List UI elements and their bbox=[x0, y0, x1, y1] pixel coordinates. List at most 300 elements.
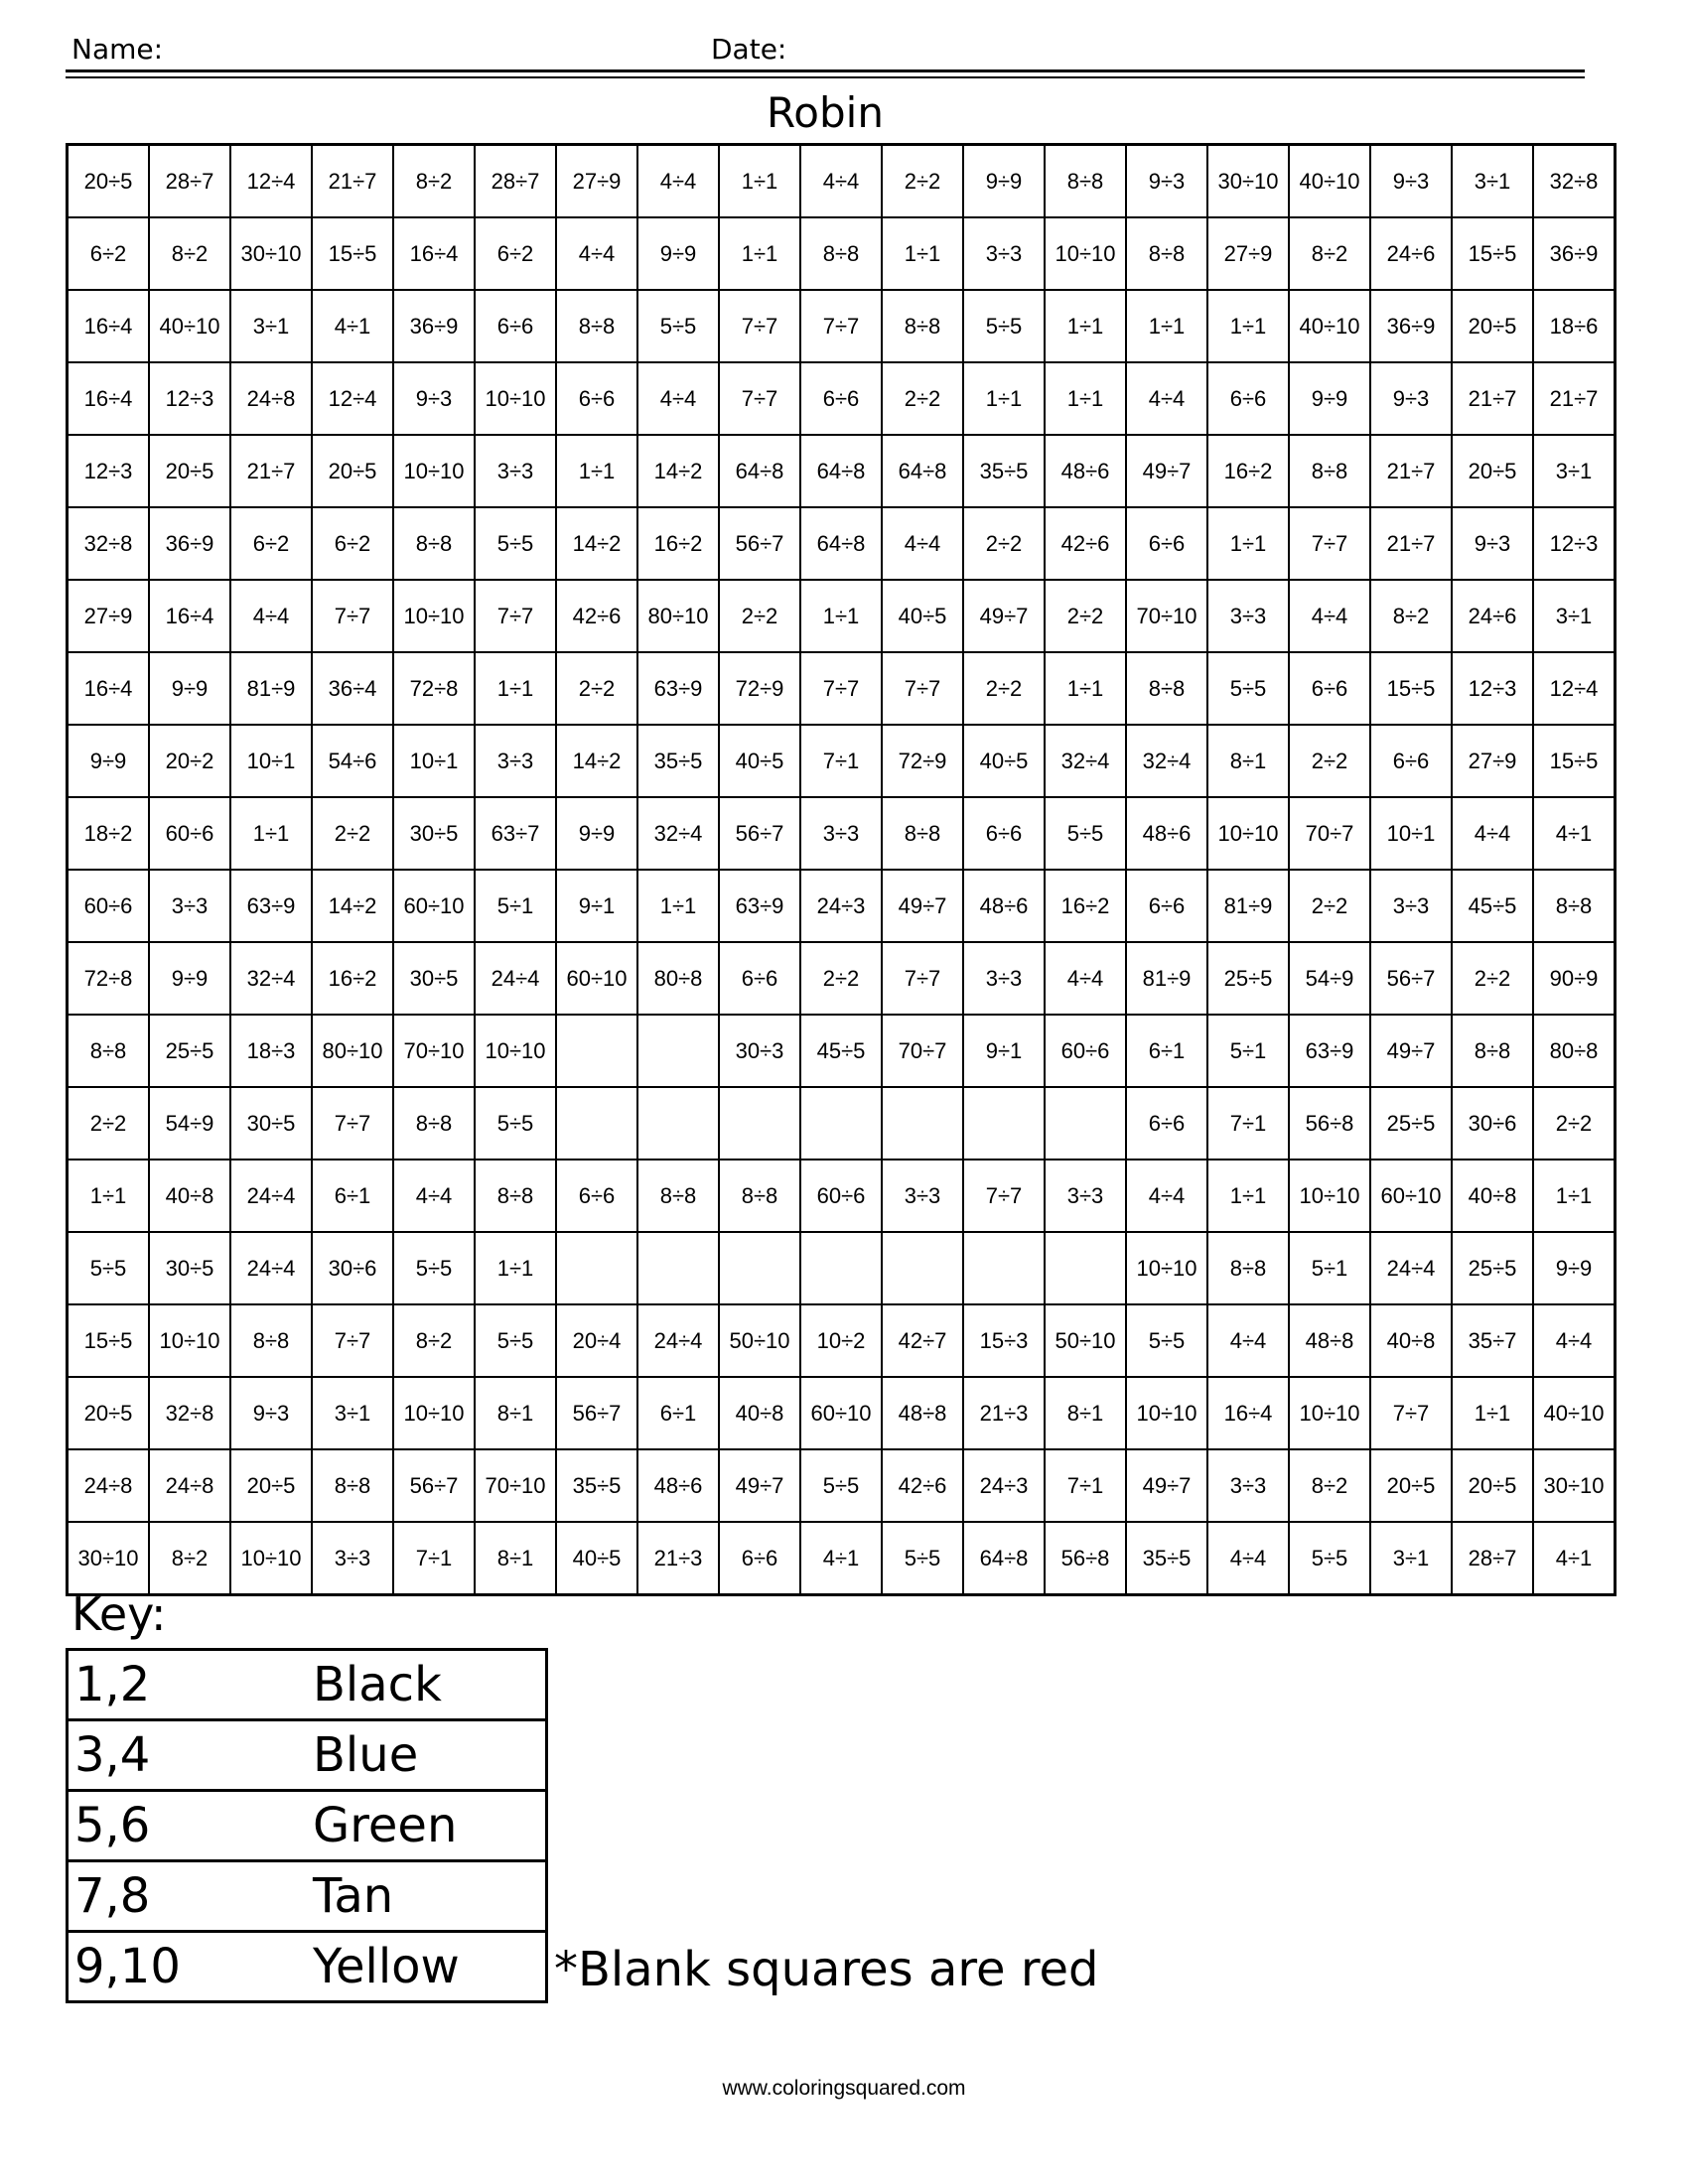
grid-cell: 4÷4 bbox=[230, 580, 312, 652]
grid-row bbox=[68, 145, 1616, 218]
grid-cell: 30÷5 bbox=[393, 942, 475, 1015]
grid-cell: 45÷5 bbox=[1452, 870, 1533, 942]
grid-cell: 30÷10 bbox=[230, 217, 312, 290]
grid-cell: 15÷5 bbox=[1533, 725, 1616, 797]
grid-cell: 25÷5 bbox=[1452, 1232, 1533, 1304]
grid-cell: 3÷3 bbox=[475, 725, 556, 797]
grid-cell: 20÷5 bbox=[149, 435, 230, 507]
grid-cell: 1÷1 bbox=[475, 652, 556, 725]
grid-cell: 24÷3 bbox=[800, 870, 882, 942]
grid-cell: 8÷8 bbox=[312, 1449, 393, 1522]
grid-cell: 16÷2 bbox=[312, 942, 393, 1015]
grid-row bbox=[68, 942, 1616, 1015]
grid-cell: 14÷2 bbox=[637, 435, 719, 507]
grid-cell: 10÷10 bbox=[1207, 797, 1289, 870]
grid-cell: 21÷3 bbox=[963, 1377, 1045, 1449]
grid-cell: 90÷9 bbox=[1533, 942, 1616, 1015]
key-color-name: Tan bbox=[313, 1861, 547, 1932]
grid-cell: 2÷2 bbox=[719, 580, 800, 652]
grid-cell: 2÷2 bbox=[800, 942, 882, 1015]
grid-cell: 16÷2 bbox=[1207, 435, 1289, 507]
grid-cell: 15÷3 bbox=[963, 1304, 1045, 1377]
grid-cell: 60÷6 bbox=[1045, 1015, 1126, 1087]
grid-cell: 36÷4 bbox=[312, 652, 393, 725]
grid-cell: 8÷2 bbox=[1370, 580, 1452, 652]
grid-cell: 4÷4 bbox=[637, 362, 719, 435]
key-color-name: Black bbox=[313, 1650, 547, 1720]
grid-cell: 20÷5 bbox=[68, 1377, 150, 1449]
grid-row bbox=[68, 652, 1616, 725]
grid-cell: 9÷9 bbox=[556, 797, 637, 870]
grid-cell: 40÷5 bbox=[963, 725, 1045, 797]
grid-cell: 32÷4 bbox=[1126, 725, 1207, 797]
grid-cell: 8÷8 bbox=[393, 1087, 475, 1160]
grid-cell: 3÷1 bbox=[1533, 435, 1616, 507]
grid-cell: 9÷3 bbox=[1370, 362, 1452, 435]
grid-cell: 4÷4 bbox=[556, 217, 637, 290]
grid-cell bbox=[556, 1015, 637, 1087]
grid-cell: 7÷7 bbox=[312, 1087, 393, 1160]
grid-cell: 5÷5 bbox=[882, 1522, 963, 1595]
grid-cell: 6÷6 bbox=[1126, 1087, 1207, 1160]
grid-cell: 7÷7 bbox=[800, 652, 882, 725]
grid-cell: 1÷1 bbox=[1207, 507, 1289, 580]
key-values: 9,10 bbox=[68, 1932, 314, 2002]
grid-cell: 7÷7 bbox=[719, 362, 800, 435]
grid-cell: 32÷8 bbox=[68, 507, 150, 580]
grid-row bbox=[68, 362, 1616, 435]
grid-cell: 15÷5 bbox=[1370, 652, 1452, 725]
grid-cell: 56÷7 bbox=[719, 797, 800, 870]
grid-cell: 8÷8 bbox=[882, 797, 963, 870]
grid-cell: 2÷2 bbox=[882, 362, 963, 435]
grid-cell: 10÷10 bbox=[1126, 1377, 1207, 1449]
grid-cell: 8÷2 bbox=[1289, 1449, 1370, 1522]
grid-cell: 30÷5 bbox=[149, 1232, 230, 1304]
grid-cell: 6÷1 bbox=[637, 1377, 719, 1449]
grid-cell: 4÷1 bbox=[800, 1522, 882, 1595]
grid-cell bbox=[800, 1232, 882, 1304]
grid-cell: 64÷8 bbox=[963, 1522, 1045, 1595]
grid-cell: 1÷1 bbox=[1452, 1377, 1533, 1449]
grid-cell: 8÷2 bbox=[393, 145, 475, 218]
grid-cell bbox=[637, 1015, 719, 1087]
grid-cell: 7÷7 bbox=[882, 942, 963, 1015]
grid-cell: 7÷1 bbox=[1207, 1087, 1289, 1160]
grid-cell: 8÷1 bbox=[475, 1522, 556, 1595]
grid-cell: 56÷7 bbox=[719, 507, 800, 580]
grid-cell: 30÷5 bbox=[230, 1087, 312, 1160]
grid-cell: 10÷10 bbox=[230, 1522, 312, 1595]
grid-cell: 9÷9 bbox=[68, 725, 150, 797]
grid-cell: 4÷4 bbox=[1207, 1304, 1289, 1377]
grid-cell: 42÷6 bbox=[1045, 507, 1126, 580]
grid-cell: 21÷7 bbox=[1533, 362, 1616, 435]
grid-cell: 1÷1 bbox=[68, 1160, 150, 1232]
grid-cell: 1÷1 bbox=[719, 217, 800, 290]
grid-cell: 40÷8 bbox=[149, 1160, 230, 1232]
grid-cell: 4÷4 bbox=[1533, 1304, 1616, 1377]
grid-cell: 6÷6 bbox=[556, 1160, 637, 1232]
grid-cell: 18÷6 bbox=[1533, 290, 1616, 362]
grid-cell: 70÷10 bbox=[1126, 580, 1207, 652]
grid-cell: 12÷4 bbox=[1533, 652, 1616, 725]
grid-cell: 21÷7 bbox=[230, 435, 312, 507]
grid-cell: 5÷5 bbox=[637, 290, 719, 362]
grid-cell: 10÷10 bbox=[393, 1377, 475, 1449]
grid-cell: 49÷7 bbox=[1126, 435, 1207, 507]
grid-row bbox=[68, 290, 1616, 362]
grid-cell: 60÷6 bbox=[149, 797, 230, 870]
grid-cell: 10÷10 bbox=[393, 435, 475, 507]
grid-cell: 6÷2 bbox=[230, 507, 312, 580]
grid-cell: 16÷4 bbox=[68, 290, 150, 362]
name-label: Name: bbox=[71, 33, 164, 66]
grid-cell: 48÷8 bbox=[1289, 1304, 1370, 1377]
key-row bbox=[68, 1861, 547, 1932]
grid-row bbox=[68, 725, 1616, 797]
grid-cell: 8÷8 bbox=[800, 217, 882, 290]
grid-cell bbox=[637, 1087, 719, 1160]
grid-cell: 40÷10 bbox=[149, 290, 230, 362]
grid-cell: 30÷6 bbox=[1452, 1087, 1533, 1160]
grid-cell: 35÷5 bbox=[963, 435, 1045, 507]
grid-cell: 21÷7 bbox=[1370, 435, 1452, 507]
grid-cell: 8÷8 bbox=[1207, 1232, 1289, 1304]
grid-cell: 56÷7 bbox=[556, 1377, 637, 1449]
grid-cell: 16÷4 bbox=[393, 217, 475, 290]
grid-cell: 35÷5 bbox=[1126, 1522, 1207, 1595]
grid-cell: 8÷2 bbox=[149, 217, 230, 290]
grid-cell: 14÷2 bbox=[556, 725, 637, 797]
grid-cell: 42÷7 bbox=[882, 1304, 963, 1377]
grid-cell bbox=[882, 1087, 963, 1160]
grid-cell: 80÷10 bbox=[312, 1015, 393, 1087]
grid-cell: 5÷5 bbox=[475, 507, 556, 580]
grid-cell: 9÷9 bbox=[963, 145, 1045, 218]
grid-cell: 10÷10 bbox=[1045, 217, 1126, 290]
grid-cell: 10÷1 bbox=[1370, 797, 1452, 870]
grid-cell: 8÷1 bbox=[1207, 725, 1289, 797]
grid-cell: 2÷2 bbox=[312, 797, 393, 870]
grid-cell: 18÷3 bbox=[230, 1015, 312, 1087]
grid-cell: 40÷10 bbox=[1289, 145, 1370, 218]
key-values: 7,8 bbox=[68, 1861, 314, 1932]
grid-cell: 32÷4 bbox=[1045, 725, 1126, 797]
grid-cell: 45÷5 bbox=[800, 1015, 882, 1087]
grid-cell: 6÷6 bbox=[1126, 507, 1207, 580]
grid-cell: 40÷8 bbox=[719, 1377, 800, 1449]
grid-cell: 12÷4 bbox=[230, 145, 312, 218]
grid-cell: 42÷6 bbox=[556, 580, 637, 652]
grid-cell: 80÷10 bbox=[637, 580, 719, 652]
grid-cell: 5÷5 bbox=[68, 1232, 150, 1304]
grid-cell: 1÷1 bbox=[1045, 652, 1126, 725]
grid-cell: 3÷3 bbox=[800, 797, 882, 870]
grid-cell: 5÷5 bbox=[1207, 652, 1289, 725]
grid-cell: 8÷2 bbox=[149, 1522, 230, 1595]
grid-cell: 48÷8 bbox=[882, 1377, 963, 1449]
grid-cell: 24÷4 bbox=[1370, 1232, 1452, 1304]
grid-cell: 40÷5 bbox=[882, 580, 963, 652]
grid-cell: 48÷6 bbox=[637, 1449, 719, 1522]
grid-cell: 5÷1 bbox=[1207, 1015, 1289, 1087]
grid-cell: 54÷9 bbox=[1289, 942, 1370, 1015]
grid-cell: 27÷9 bbox=[1452, 725, 1533, 797]
grid-cell: 4÷1 bbox=[312, 290, 393, 362]
grid-cell: 72÷9 bbox=[882, 725, 963, 797]
grid-cell: 8÷8 bbox=[719, 1160, 800, 1232]
grid-cell: 56÷8 bbox=[1289, 1087, 1370, 1160]
grid-cell: 2÷2 bbox=[1452, 942, 1533, 1015]
grid-cell: 1÷1 bbox=[1533, 1160, 1616, 1232]
key-values: 5,6 bbox=[68, 1791, 314, 1861]
grid-cell: 6÷2 bbox=[312, 507, 393, 580]
grid-cell: 3÷1 bbox=[1370, 1522, 1452, 1595]
header-rule-thick bbox=[66, 69, 1585, 72]
grid-row bbox=[68, 797, 1616, 870]
grid-cell: 60÷10 bbox=[556, 942, 637, 1015]
grid-cell: 20÷4 bbox=[556, 1304, 637, 1377]
grid-cell: 36÷9 bbox=[1370, 290, 1452, 362]
grid-cell: 9÷3 bbox=[230, 1377, 312, 1449]
grid-cell: 14÷2 bbox=[556, 507, 637, 580]
grid-cell: 20÷5 bbox=[68, 145, 150, 218]
grid-cell bbox=[1045, 1232, 1126, 1304]
grid-cell: 8÷1 bbox=[1045, 1377, 1126, 1449]
grid-cell: 6÷2 bbox=[475, 217, 556, 290]
grid-cell: 8÷8 bbox=[230, 1304, 312, 1377]
grid-cell: 70÷7 bbox=[882, 1015, 963, 1087]
grid-cell: 48÷6 bbox=[1126, 797, 1207, 870]
grid-cell: 2÷2 bbox=[1289, 725, 1370, 797]
key-row bbox=[68, 1720, 547, 1791]
grid-cell: 28÷7 bbox=[475, 145, 556, 218]
grid-cell: 21÷3 bbox=[637, 1522, 719, 1595]
grid-cell: 1÷1 bbox=[963, 362, 1045, 435]
grid-cell: 8÷8 bbox=[882, 290, 963, 362]
grid-cell: 4÷4 bbox=[1126, 1160, 1207, 1232]
grid-cell: 30÷3 bbox=[719, 1015, 800, 1087]
key-color-name: Green bbox=[313, 1791, 547, 1861]
grid-cell: 6÷1 bbox=[312, 1160, 393, 1232]
grid-cell: 3÷3 bbox=[963, 217, 1045, 290]
grid-cell: 7÷7 bbox=[882, 652, 963, 725]
grid-cell bbox=[1045, 1087, 1126, 1160]
key-values: 1,2 bbox=[68, 1650, 314, 1720]
grid-cell: 14÷2 bbox=[312, 870, 393, 942]
grid-cell: 5÷5 bbox=[1045, 797, 1126, 870]
grid-cell: 6÷6 bbox=[719, 942, 800, 1015]
grid-cell: 3÷3 bbox=[1370, 870, 1452, 942]
grid-cell: 10÷1 bbox=[230, 725, 312, 797]
grid-cell: 36÷9 bbox=[393, 290, 475, 362]
grid-cell: 3÷1 bbox=[1452, 145, 1533, 218]
grid-row bbox=[68, 870, 1616, 942]
grid-cell: 5÷1 bbox=[475, 870, 556, 942]
grid-cell: 64÷8 bbox=[882, 435, 963, 507]
grid-cell: 9÷9 bbox=[1289, 362, 1370, 435]
grid-cell: 36÷9 bbox=[1533, 217, 1616, 290]
grid-cell: 8÷1 bbox=[475, 1377, 556, 1449]
grid-cell: 10÷10 bbox=[1126, 1232, 1207, 1304]
grid-cell: 4÷4 bbox=[1207, 1522, 1289, 1595]
grid-cell: 24÷4 bbox=[230, 1160, 312, 1232]
grid-row bbox=[68, 507, 1616, 580]
grid-cell: 4÷4 bbox=[1126, 362, 1207, 435]
grid-cell: 5÷5 bbox=[475, 1087, 556, 1160]
grid-cell: 8÷8 bbox=[475, 1160, 556, 1232]
grid-cell bbox=[963, 1087, 1045, 1160]
grid-cell: 72÷8 bbox=[68, 942, 150, 1015]
grid-cell: 3÷1 bbox=[230, 290, 312, 362]
grid-row bbox=[68, 580, 1616, 652]
grid-cell: 15÷5 bbox=[68, 1304, 150, 1377]
grid-cell: 9÷9 bbox=[149, 652, 230, 725]
grid-cell: 24÷6 bbox=[1370, 217, 1452, 290]
grid-cell: 64÷8 bbox=[719, 435, 800, 507]
grid-cell: 70÷10 bbox=[475, 1449, 556, 1522]
page-title: Robin bbox=[767, 88, 884, 137]
grid-cell: 3÷3 bbox=[963, 942, 1045, 1015]
grid-cell: 6÷6 bbox=[1126, 870, 1207, 942]
grid-row bbox=[68, 1449, 1616, 1522]
grid-cell: 6÷6 bbox=[475, 290, 556, 362]
grid-cell: 30÷10 bbox=[68, 1522, 150, 1595]
grid-cell: 49÷7 bbox=[1370, 1015, 1452, 1087]
grid-cell: 21÷7 bbox=[312, 145, 393, 218]
grid-cell: 6÷6 bbox=[719, 1522, 800, 1595]
grid-cell: 20÷5 bbox=[1452, 1449, 1533, 1522]
grid-cell: 6÷6 bbox=[556, 362, 637, 435]
grid-cell: 60÷10 bbox=[1370, 1160, 1452, 1232]
grid-cell: 49÷7 bbox=[719, 1449, 800, 1522]
grid-row bbox=[68, 1160, 1616, 1232]
grid-cell: 12÷3 bbox=[149, 362, 230, 435]
grid-cell: 20÷5 bbox=[1370, 1449, 1452, 1522]
grid-cell: 15÷5 bbox=[1452, 217, 1533, 290]
grid-cell: 40÷5 bbox=[556, 1522, 637, 1595]
grid-cell: 1÷1 bbox=[475, 1232, 556, 1304]
grid-cell: 3÷3 bbox=[312, 1522, 393, 1595]
grid-row bbox=[68, 217, 1616, 290]
grid-cell bbox=[882, 1232, 963, 1304]
grid-cell: 70÷7 bbox=[1289, 797, 1370, 870]
grid-cell: 20÷5 bbox=[312, 435, 393, 507]
grid-cell: 35÷7 bbox=[1452, 1304, 1533, 1377]
grid-cell: 2÷2 bbox=[1533, 1087, 1616, 1160]
grid-cell: 1÷1 bbox=[800, 580, 882, 652]
grid-cell: 4÷1 bbox=[1533, 1522, 1616, 1595]
header-rule-thin bbox=[66, 76, 1585, 78]
grid-cell: 24÷6 bbox=[1452, 580, 1533, 652]
grid-cell: 32÷8 bbox=[1533, 145, 1616, 218]
grid-cell: 32÷8 bbox=[149, 1377, 230, 1449]
grid-cell: 63÷9 bbox=[719, 870, 800, 942]
grid-cell: 7÷1 bbox=[393, 1522, 475, 1595]
grid-cell: 16÷4 bbox=[68, 362, 150, 435]
key-color-name: Blue bbox=[313, 1720, 547, 1791]
grid-cell: 8÷8 bbox=[1045, 145, 1126, 218]
grid-cell: 6÷6 bbox=[1370, 725, 1452, 797]
key-color-name: Yellow bbox=[313, 1932, 547, 2002]
grid-cell: 40÷5 bbox=[719, 725, 800, 797]
grid-cell: 2÷2 bbox=[963, 507, 1045, 580]
grid-cell: 49÷7 bbox=[963, 580, 1045, 652]
grid-cell: 32÷4 bbox=[637, 797, 719, 870]
grid-cell: 7÷1 bbox=[1045, 1449, 1126, 1522]
date-label: Date: bbox=[711, 33, 787, 66]
grid-cell: 8÷8 bbox=[1126, 217, 1207, 290]
grid-cell: 10÷10 bbox=[475, 362, 556, 435]
grid-cell: 20÷5 bbox=[1452, 435, 1533, 507]
grid-row bbox=[68, 1304, 1616, 1377]
grid-cell: 63÷7 bbox=[475, 797, 556, 870]
grid-cell: 40÷10 bbox=[1289, 290, 1370, 362]
grid-cell: 6÷6 bbox=[963, 797, 1045, 870]
grid-cell: 5÷5 bbox=[800, 1449, 882, 1522]
grid-cell: 4÷4 bbox=[1289, 580, 1370, 652]
grid-cell: 49÷7 bbox=[1126, 1449, 1207, 1522]
grid-cell: 25÷5 bbox=[1207, 942, 1289, 1015]
grid-cell: 7÷7 bbox=[312, 580, 393, 652]
key-row bbox=[68, 1932, 547, 2002]
grid-cell: 80÷8 bbox=[637, 942, 719, 1015]
grid-cell: 1÷1 bbox=[719, 145, 800, 218]
grid-cell: 4÷4 bbox=[393, 1160, 475, 1232]
grid-cell: 6÷1 bbox=[1126, 1015, 1207, 1087]
grid-cell: 9÷3 bbox=[1452, 507, 1533, 580]
grid-cell: 16÷4 bbox=[1207, 1377, 1289, 1449]
grid-cell: 63÷9 bbox=[230, 870, 312, 942]
grid-cell: 9÷1 bbox=[963, 1015, 1045, 1087]
grid-cell: 6÷6 bbox=[1289, 652, 1370, 725]
grid-cell: 4÷4 bbox=[1452, 797, 1533, 870]
grid-cell: 1÷1 bbox=[230, 797, 312, 870]
grid-cell: 56÷8 bbox=[1045, 1522, 1126, 1595]
grid-cell: 9÷3 bbox=[1370, 145, 1452, 218]
grid-cell: 1÷1 bbox=[1045, 362, 1126, 435]
grid-cell: 7÷7 bbox=[719, 290, 800, 362]
grid-cell: 10÷1 bbox=[393, 725, 475, 797]
grid-cell: 28÷7 bbox=[149, 145, 230, 218]
grid-cell: 40÷8 bbox=[1452, 1160, 1533, 1232]
grid-cell: 9÷9 bbox=[1533, 1232, 1616, 1304]
grid-cell: 30÷6 bbox=[312, 1232, 393, 1304]
grid-cell: 7÷7 bbox=[475, 580, 556, 652]
grid-cell: 7÷7 bbox=[800, 290, 882, 362]
grid-cell: 81÷9 bbox=[1207, 870, 1289, 942]
grid-cell: 3÷1 bbox=[312, 1377, 393, 1449]
key-label: Key: bbox=[71, 1587, 167, 1641]
grid-cell: 16÷4 bbox=[68, 652, 150, 725]
puzzle-grid bbox=[66, 143, 1617, 1596]
grid-cell: 25÷5 bbox=[149, 1015, 230, 1087]
grid-cell: 24÷4 bbox=[475, 942, 556, 1015]
grid-cell: 1÷1 bbox=[1207, 290, 1289, 362]
grid-cell: 5÷5 bbox=[475, 1304, 556, 1377]
footer-url: www.coloringsquared.com bbox=[722, 2077, 966, 2100]
puzzle-grid-body bbox=[68, 145, 1616, 1595]
grid-cell: 30÷5 bbox=[393, 797, 475, 870]
grid-cell: 24÷4 bbox=[230, 1232, 312, 1304]
grid-cell: 10÷10 bbox=[393, 580, 475, 652]
grid-cell: 15÷5 bbox=[312, 217, 393, 290]
grid-cell: 27÷9 bbox=[556, 145, 637, 218]
grid-cell: 12÷3 bbox=[1452, 652, 1533, 725]
grid-cell bbox=[556, 1232, 637, 1304]
grid-cell: 8÷8 bbox=[556, 290, 637, 362]
